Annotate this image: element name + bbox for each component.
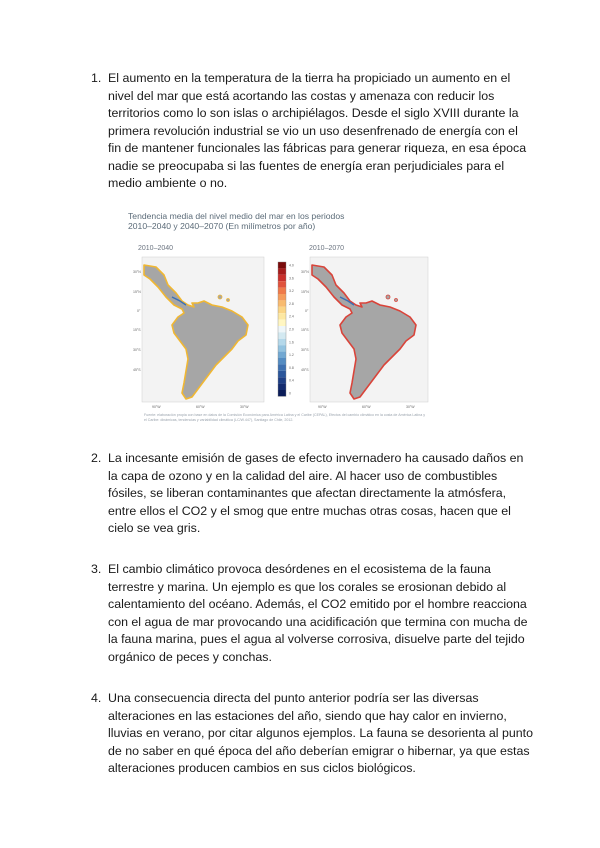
legend-swatch — [278, 300, 286, 306]
left-lat-5: 45°S — [133, 368, 141, 372]
list-text: La incesante emisión de gases de efecto invernadero ha causado daños en la capa de ozono y en la calidad del aire. Al hacer uso de combustibles fósiles, se liberan contaminantes que afectan directamente la atmósfera, entre ellos el CO2 y el smog que entre muchas otras cosas, hacen que el cielo se vea gris. — [108, 451, 524, 535]
legend-swatch — [278, 364, 286, 370]
list-number: 4. — [91, 691, 102, 705]
maps-svg — [122, 207, 444, 413]
left-island — [218, 295, 222, 299]
right-lat-1: 15°N — [301, 290, 309, 294]
right-lon-1: 60°W — [362, 405, 371, 409]
list-text: El cambio climático provoca desórdenes en el ecosistema de la fauna terrestre y marina. Un ejemplo es que los corales se erosionan debido al calentamiento del océano. Además, el CO2 emitido por el hombre reacciona con el agua de mar provocando una acidificación que termina con mucha de la fauna marina, pues el agua al volverse corrosiva, disuelve parte del tejido orgánico de peces y conchas. — [108, 562, 528, 664]
sea-level-figure — [122, 207, 444, 425]
legend-swatch — [278, 371, 286, 377]
legend-label: 0 — [289, 391, 291, 396]
figure-title-line-2: 2010–2040 y 2040–2070 (En milímetros por año) — [128, 221, 316, 231]
right-lat-3: 15°S — [301, 328, 309, 332]
left-lat-4: 30°S — [133, 348, 141, 352]
left-lon-2: 30°W — [240, 405, 249, 409]
right-lat-4: 30°S — [301, 348, 309, 352]
list-text: El aumento en la temperatura de la tierra ha propiciado un aumento en el nivel del mar que está acortando las costas y amenaza con reducir los territorios como lo son islas o archipiélagos. Desde el siglo XVIII durante la primera revolución industrial se vio un uso desenfrenado de energía con el fin de mantener funcionales las fábricas para generar riqueza, en esa época nadie se preocupaba si las fuentes de energía eran perjudiciales para el medio ambiente o no. — [108, 71, 527, 190]
legend-swatch — [278, 320, 286, 326]
left-lon-0: 90°W — [152, 405, 161, 409]
legend-swatch — [278, 288, 286, 294]
left-lat-0: 30°N — [133, 270, 141, 274]
legend-label: 2.4 — [289, 314, 294, 319]
legend-label: 0.8 — [289, 365, 294, 370]
legend-label: 4.0 — [289, 263, 294, 268]
right-map — [301, 257, 428, 409]
legend-swatch — [278, 281, 286, 287]
legend-swatch — [278, 358, 286, 364]
legend-swatch — [278, 262, 286, 268]
left-lat-2: 0° — [137, 309, 141, 313]
left-lat-3: 15°S — [133, 328, 141, 332]
right-island — [395, 299, 398, 302]
left-map — [133, 257, 264, 409]
legend-label: 3.2 — [289, 289, 294, 294]
legend-swatch — [278, 345, 286, 351]
legend-swatch — [278, 339, 286, 345]
right-lat-2: 0° — [305, 309, 309, 313]
legend-swatch — [278, 268, 286, 274]
legend-swatch — [278, 384, 286, 390]
list-number: 1. — [91, 71, 102, 85]
legend-swatch — [278, 326, 286, 332]
legend-swatch — [278, 313, 286, 319]
list-text: Una consecuencia directa del punto anterior podría ser las diversas alteraciones en las estaciones del año, siendo que hay calor en invierno, lluvias en verano, por citar algunos ejemplos. La fauna se desorienta al punto de no saber en qué época del año deberían emigrar o hibernar, ya que estas alteraciones producen cambios en sus ciclos biológicos. — [108, 691, 533, 775]
right-lat-0: 30°N — [301, 270, 309, 274]
color-legend — [278, 262, 294, 396]
legend-label: 3.6 — [289, 276, 294, 281]
legend-label: 2.8 — [289, 301, 294, 306]
right-lon-2: 30°W — [406, 405, 415, 409]
right-lat-5: 45°S — [301, 368, 309, 372]
figure-title-line-1: Tendencia media del nivel medio del mar en los periodos — [128, 211, 345, 221]
right-lon-0: 90°W — [318, 405, 327, 409]
legend-label: 0.4 — [289, 378, 294, 383]
left-panel-label: 2010–2040 — [138, 245, 174, 252]
legend-label: 1.6 — [289, 340, 294, 345]
left-lat-1: 15°N — [133, 290, 141, 294]
right-panel-label: 2010–2070 — [309, 245, 345, 252]
legend-label: 1.2 — [289, 353, 294, 358]
legend-swatch — [278, 307, 286, 313]
left-lon-1: 60°W — [196, 405, 205, 409]
list-number: 3. — [91, 562, 102, 576]
legend-swatch — [278, 332, 286, 338]
legend-swatch — [278, 352, 286, 358]
legend-label: 2.0 — [289, 327, 294, 332]
legend-swatch — [278, 377, 286, 383]
figure-caption: Fuente: elaboración propia con base en datos de la Comisión Económica para América Latina y el Caribe (CEPAL), Efectos del cambio climático en la costa de América Latina y el Caribe: dinámicas, tendencias y variabilidad climática (LC/W.447), Santiago de Chile, 2012. — [144, 413, 425, 422]
legend-swatch — [278, 275, 286, 281]
right-island — [386, 295, 390, 299]
list-number: 2. — [91, 451, 102, 465]
left-island — [227, 299, 230, 302]
legend-swatch — [278, 390, 286, 396]
legend-swatch — [278, 294, 286, 300]
